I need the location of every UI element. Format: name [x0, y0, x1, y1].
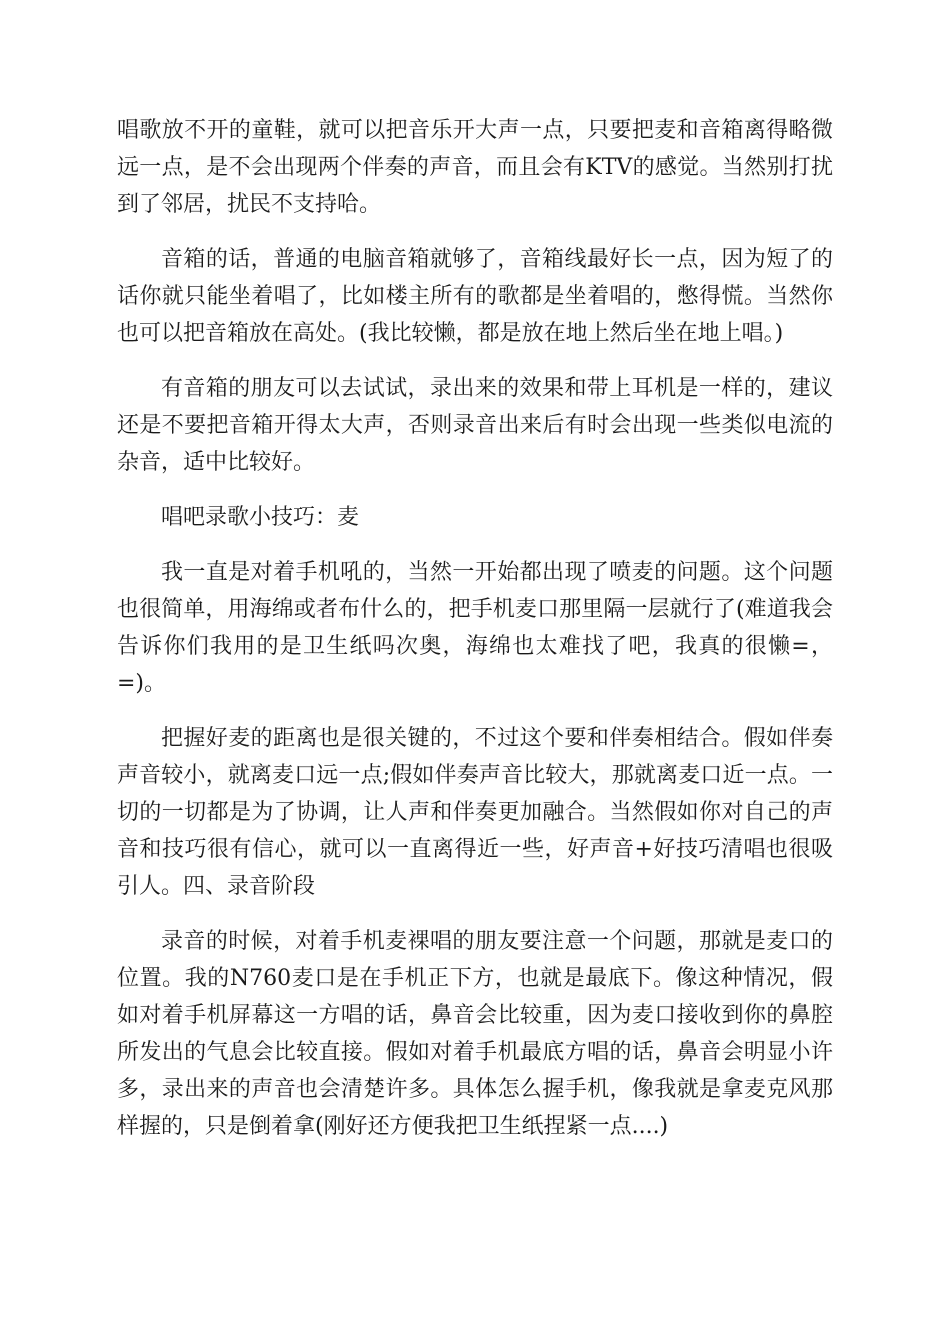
document-body: [117, 112, 833, 1163]
paragraph-6: 录音的时候，对着手机麦裸唱的朋友要注意一个问题，那就是麦口的位置。我的N760麦口是在手机正下方，也就是最底下。像这种情况，假如对着手机屏幕这一方唱的话，鼻音会比较重，因为麦口接收到你的鼻腔所发出的气息会比较直接。假如对着手机最底方唱的话，鼻音会明显小许多，录出来的声音也会清楚许多。具体怎么握手机，像我就是拿麦克风那样握的，只是倒着拿(刚好还方便我把卫生纸捏紧一点....): [117, 929, 833, 1139]
paragraph-1: 唱歌放不开的童鞋，就可以把音乐开大声一点，只要把麦和音箱离得略微远一点，是不会出现两个伴奏的声音，而且会有KTV的感觉。当然别打扰到了邻居，扰民不支持哈。: [117, 118, 833, 217]
section-heading: 唱吧录歌小技巧：麦: [161, 505, 360, 530]
paragraph-5: 把握好麦的距离也是很关键的，不过这个要和伴奏相结合。假如伴奏声音较小，就离麦口远一点;假如伴奏声音比较大，那就离麦口近一点。一切的一切都是为了协调，让人声和伴奏更加融合。当然假如你对自己的声音和技巧很有信心，就可以一直离得近一些，好声音+好技巧清唱也很吸引人。四、录音阶段: [117, 726, 833, 899]
paragraph-4: 我一直是对着手机吼的，当然一开始都出现了喷麦的问题。这个问题也很简单，用海绵或者布什么的，把手机麦口那里隔一层就行了(难道我会告诉你们我用的是卫生纸吗次奥，海绵也太难找了吧，我真的很懒=，=)。: [117, 560, 833, 696]
paragraph-3: 有音箱的朋友可以去试试，录出来的效果和带上耳机是一样的，建议还是不要把音箱开得太大声，否则录音出来后有时会出现一些类似电流的杂音，适中比较好。: [117, 376, 833, 475]
paragraph-2: 音箱的话，普通的电脑音箱就够了，音箱线最好长一点，因为短了的话你就只能坐着唱了，比如楼主所有的歌都是坐着唱的，憋得慌。当然你也可以把音箱放在高处。(我比较懒，都是放在地上然后坐在地上唱。): [117, 247, 833, 346]
